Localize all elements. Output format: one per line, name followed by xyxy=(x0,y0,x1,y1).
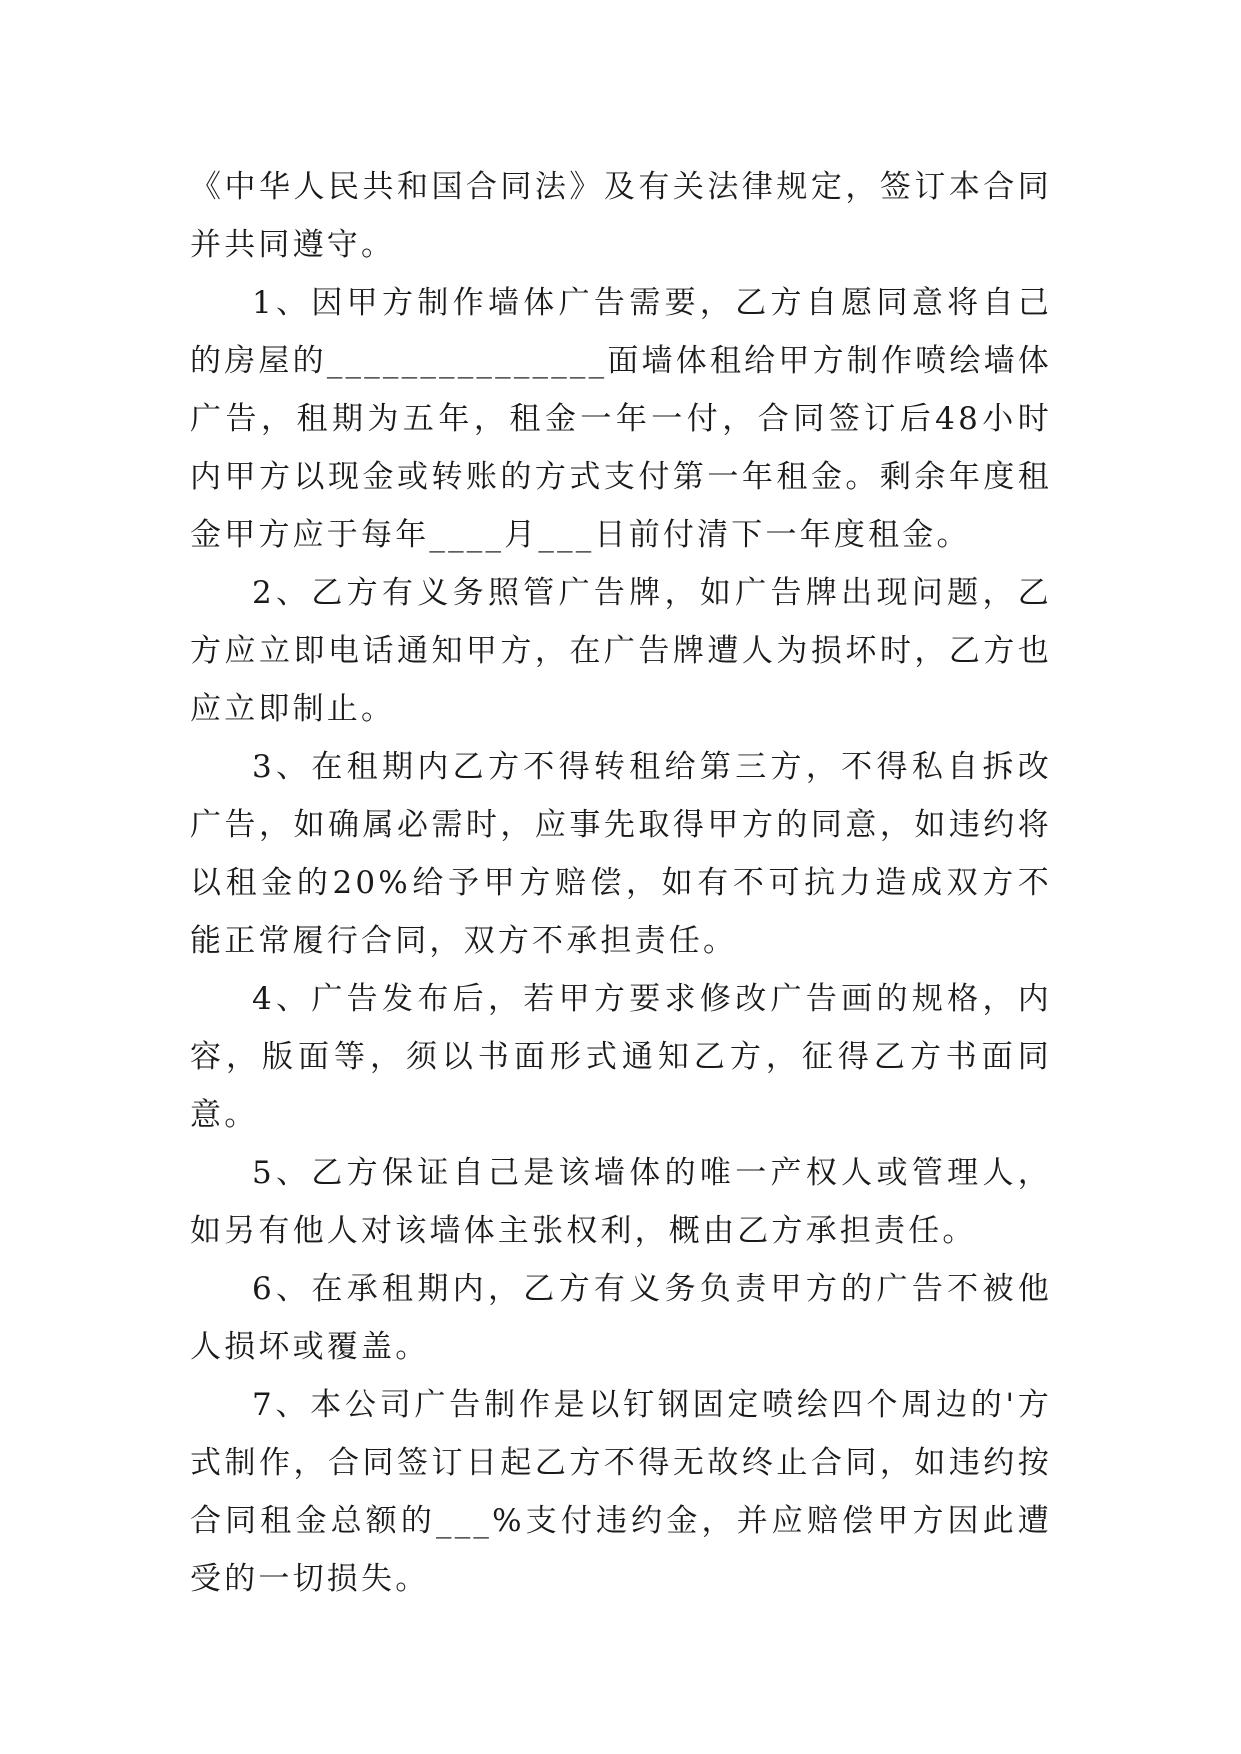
clause-6: 6、在承租期内，乙方有义务负责甲方的广告不被他人损坏或覆盖。 xyxy=(190,1271,1052,1365)
clause-5: 5、乙方保证自己是该墙体的唯一产权人或管理人，如另有他人对该墙体主张权利，概由乙方承担责任。 xyxy=(190,1155,1052,1249)
paragraph-intro: 《中华人民共和国合同法》及有关法律规定，签订本合同并共同遵守。 xyxy=(190,169,1052,263)
clause-2: 2、乙方有义务照管广告牌，如广告牌出现问题，乙方应立即电话通知甲方，在广告牌遭人为损坏时，乙方也应立即制止。 xyxy=(190,575,1052,727)
clause-7: 7、本公司广告制作是以钉钢固定喷绘四个周边的'方式制作，合同签订日起乙方不得无故终止合同，如违约按合同租金总额的___%支付违约金，并应赔偿甲方因此遭受的一切损失。 xyxy=(190,1387,1052,1597)
document-page xyxy=(190,158,1052,1608)
clause-3: 3、在租期内乙方不得转租给第三方，不得私自拆改广告，如确属必需时，应事先取得甲方的同意，如违约将以租金的20%给予甲方赔偿，如有不可抗力造成双方不能正常履行合同，双方不承担责任。 xyxy=(190,749,1052,959)
clause-4: 4、广告发布后，若甲方要求修改广告画的规格，内容，版面等，须以书面形式通知乙方，征得乙方书面同意。 xyxy=(190,981,1052,1133)
clause-1: 1、因甲方制作墙体广告需要，乙方自愿同意将自己的房屋的_______________面墙体租给甲方制作喷绘墙体广告，租期为五年，租金一年一付，合同签订后48小时内甲方以现金或转账的方式支付第一年租金。剩余年度租金甲方应于每年____月___日前付清下一年度租金。 xyxy=(190,285,1052,553)
